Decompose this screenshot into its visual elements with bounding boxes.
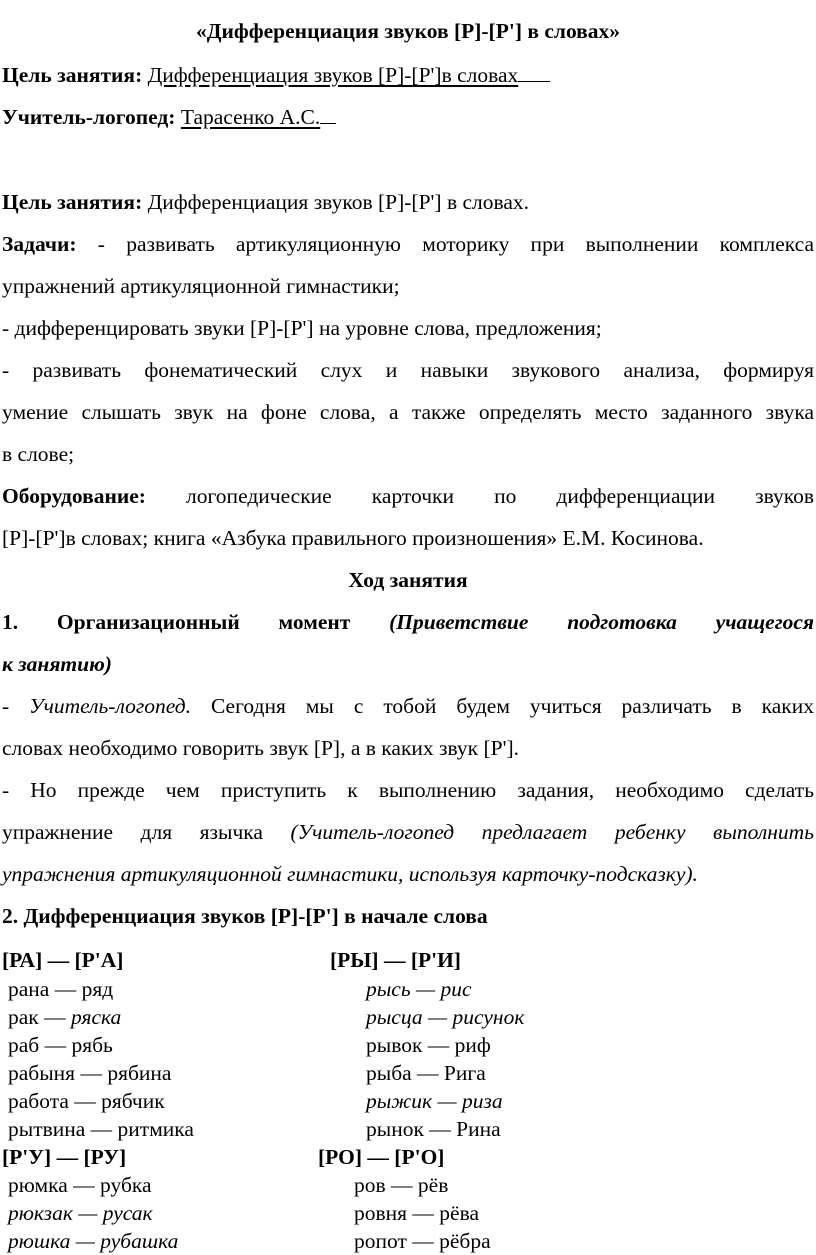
block-ro-row-2: ровня — рёва <box>354 1201 480 1225</box>
tasks-line-5: умение слышать звук на фоне слова, а также определять место заданного звука <box>2 400 814 424</box>
block-ry-header: [РЫ] — [Р'И] <box>330 948 461 972</box>
block-ry-row-2: рысца — рисунок <box>366 1005 525 1029</box>
equipment-line-1 <box>2 483 814 509</box>
document-title: «Дифференциация звуков [Р]-[Р'] в словах» <box>195 19 621 43</box>
tasks-text-1: - развивать артикуляционную моторику при выполнении комплекса <box>97 232 815 256</box>
section1-p2-line-3: упражнения артикуляционной гимнастики, используя карточку-подсказку). <box>2 862 698 886</box>
block-ry-row-4: рыба — Рига <box>366 1061 486 1085</box>
block-ro-row-3: ропот — рёбра <box>354 1229 491 1253</box>
goal-label: Цель занятия: <box>2 190 143 214</box>
section1-heading: 1. Организационный момент <box>2 610 351 634</box>
section1-p2-line-2 <box>2 819 814 845</box>
block-ra-row-3: раб — рябь <box>8 1033 113 1057</box>
block-ra-row-4: рабыня — рябина <box>8 1061 172 1085</box>
tasks-line-1 <box>2 231 814 257</box>
header-goal-value: Дифференциация звуков [Р]-[Р']в словах <box>147 63 519 87</box>
block-ry-row-6: рынок — Рина <box>366 1117 501 1141</box>
goal-line <box>2 189 814 215</box>
tasks-line-2: упражнений артикуляционной гимнастики; <box>2 274 400 298</box>
section1-p1-text: Сегодня мы с тобой будем учиться различать в каких <box>210 694 815 718</box>
block-ra-row-2-pre: рак — <box>8 1005 71 1029</box>
block-ro-header: [РО] — [Р'О] <box>318 1145 445 1169</box>
section1-p2-plain: упражнение для язычка <box>2 820 263 844</box>
section1-p2-italic: (Учитель-логопед предлагает ребенку выполнить <box>290 820 814 844</box>
section1-heading-line <box>2 609 814 635</box>
section1-p1-role: Учитель-логопед. <box>29 694 191 718</box>
block-ra-row-2 <box>8 1004 121 1030</box>
section1-p1-dash: - <box>2 694 30 718</box>
block-ro-row-1: ров — рёв <box>354 1173 449 1197</box>
section1-note-1: (Приветствие подготовка учащегося <box>389 610 814 634</box>
header-teacher-line <box>2 104 814 130</box>
header-goal-line <box>2 62 814 88</box>
tasks-line-6: в слове; <box>2 442 75 466</box>
block-ry-row-5: рыжик — риза <box>366 1089 503 1113</box>
course-title: Ход занятия <box>348 568 468 592</box>
block-ru-header: [Р'У] — [РУ] <box>2 1145 127 1169</box>
block-ru-row-2: рюкзак — русак <box>8 1201 153 1225</box>
block-ry-row-3: рывок — риф <box>366 1033 491 1057</box>
block-ra-row-6: рытвина — ритмика <box>8 1117 194 1141</box>
block-ry-row-1: рысь — рис <box>366 977 472 1001</box>
section1-p1-line-2: словах необходимо говорить звук [Р], а в каких звук [Р']. <box>2 736 520 760</box>
section2-heading: 2. Дифференциация звуков [Р]-[Р'] в начале слова <box>2 904 488 928</box>
section1-p1-line-1 <box>2 693 814 719</box>
section1-p2-line-1: - Но прежде чем приступить к выполнению задания, необходимо сделать <box>2 778 814 802</box>
block-ra-row-2-italic: ряска <box>71 1005 122 1029</box>
block-ra-header: [РА] — [Р'А] <box>2 948 124 972</box>
block-ru-row-3: рюшка — рубашка <box>8 1229 179 1253</box>
underline-filler <box>320 105 336 124</box>
tasks-label: Задачи: <box>2 232 77 256</box>
goal-text: Дифференциация звуков [Р]-[Р'] в словах. <box>147 190 530 214</box>
underline-filler <box>518 63 550 82</box>
block-ra-row-1: рана — ряд <box>8 977 114 1001</box>
block-ru-row-1: рюмка — рубка <box>8 1173 152 1197</box>
block-ra-row-5: работа — рябчик <box>8 1089 165 1113</box>
header-teacher-label: Учитель-логопед: <box>2 105 176 129</box>
tasks-line-4: - развивать фонематический слух и навыки звукового анализа, формируя <box>2 358 814 382</box>
section1-note-2: к занятию) <box>2 652 112 676</box>
equipment-line-2: [Р]-[Р']в словах; книга «Азбука правильного произношения» Е.М. Косинова. <box>2 526 704 550</box>
equipment-label: Оборудование: <box>2 484 146 508</box>
header-teacher-value: Тарасенко А.С. <box>180 105 321 129</box>
equipment-text-1: логопедические карточки по дифференциации звуков <box>186 484 814 508</box>
header-goal-label: Цель занятия: <box>2 63 143 87</box>
tasks-line-3: - дифференцировать звуки [Р]-[Р'] на уровне слова, предложения; <box>2 316 602 340</box>
